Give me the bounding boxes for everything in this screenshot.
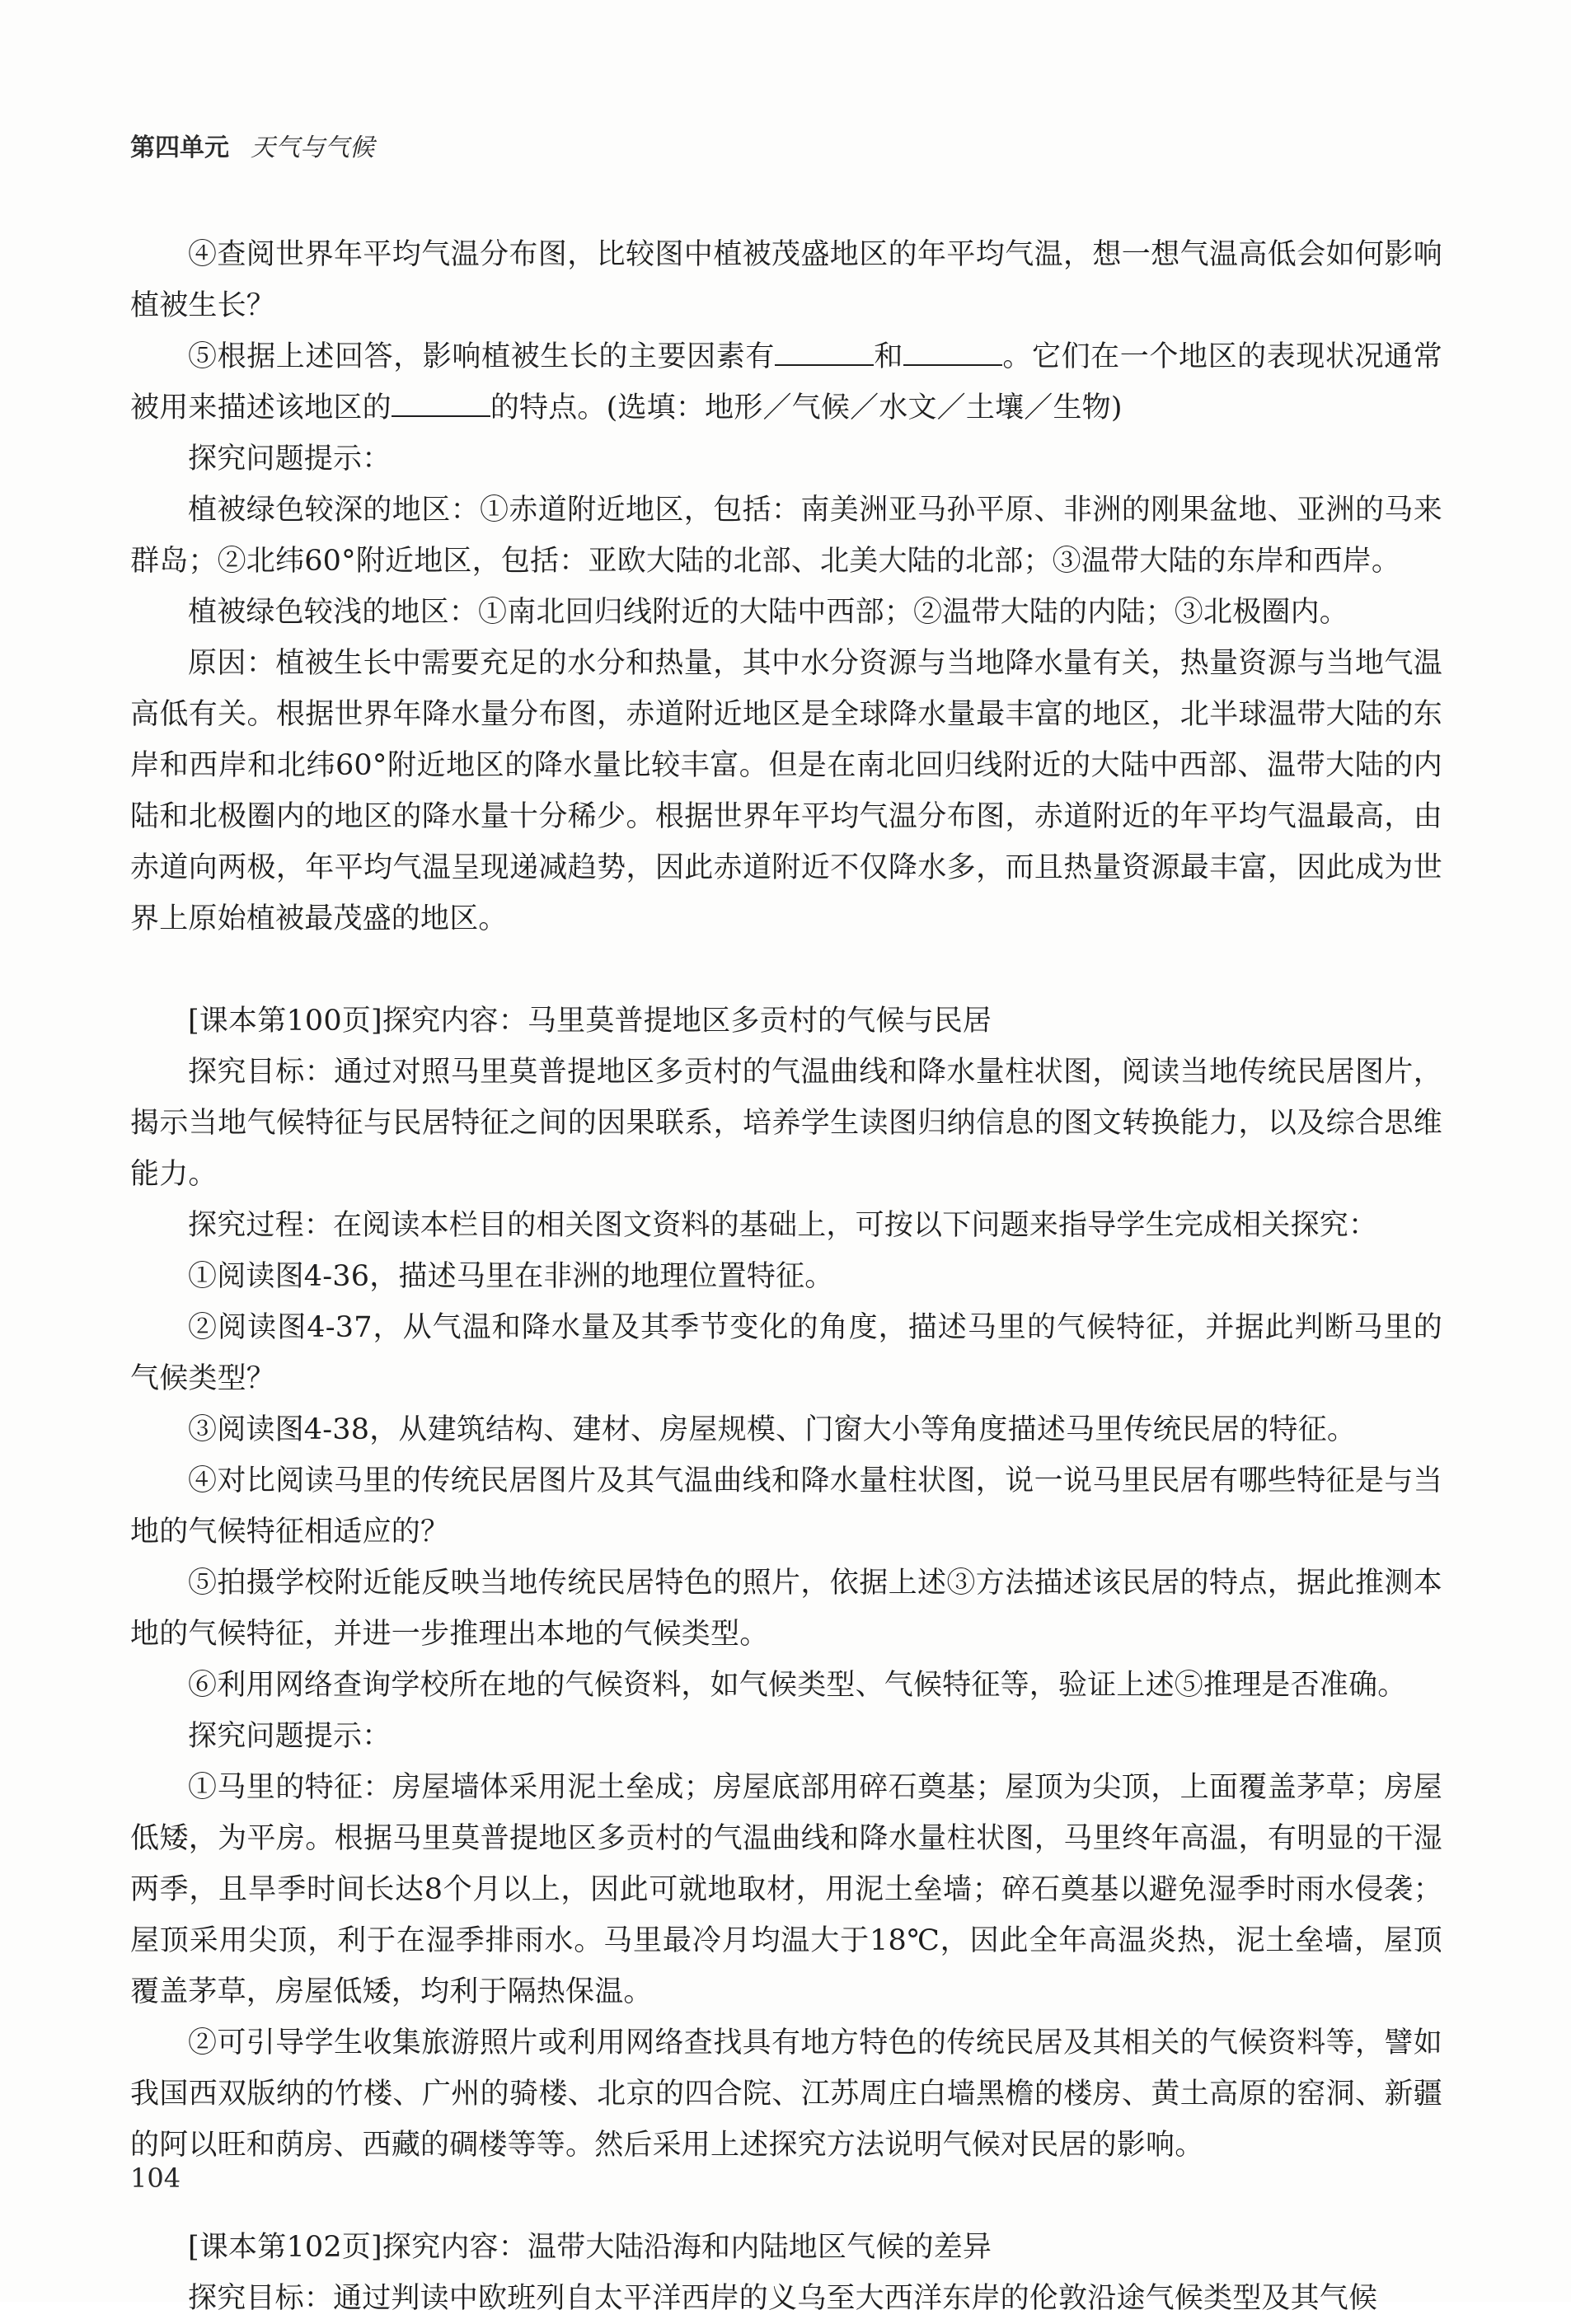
q5-text-3: 。它们在一个地区的表现状况通常被用来描述该地区的 [130,340,1442,424]
page-number: 104 [130,2162,181,2194]
section-title-p102: [课本第102页]探究内容：温带大陆沿海和内陆地区气候的差异 [188,2231,992,2264]
goal-p100: 探究目标：通过对照马里莫普提地区多贡村的气温曲线和降水量柱状图，阅读当地传统民居图片，揭示当地气候特征与民居特征之间的因果联系，培养学生读图归纳信息的图文转换能力，以及综合思维能力。 [130,1056,1442,1191]
q5-text-4: 的特点。(选填：地形／气候／水文／土壤／生物) [490,391,1123,424]
step-1: ①阅读图4-36，描述马里在非洲的地理位置特征。 [188,1260,834,1293]
answer-blank-3 [392,391,490,417]
q5-text-2: 和 [873,340,903,373]
hint-reason: 原因：植被生长中需要充足的水分和热量，其中水分资源与当地降水量有关，热量资源与当地气温高低有关。根据世界年降水量分布图，赤道附近地区是全球降水量最丰富的地区，北半球温带大陆的东岸和西岸和北纬60°附近地区的降水量比较丰富。但是在南北回归线附近的大陆中西部、温带大陆的内陆和北极圈内的地区的降水量十分稀少。根据世界年平均气温分布图，赤道附近的年平均气温最高，由赤道向两极，年平均气温呈现递减趋势，因此赤道附近不仅降水多，而且热量资源最丰富，因此成为世界上原始植被最茂盛的地区。 [130,647,1442,935]
question-4: ④查阅世界年平均气温分布图，比较图中植被茂盛地区的年平均气温，想一想气温高低会如何影响植被生长？ [130,238,1442,322]
page-body [130,229,1442,2324]
answer-blank-1 [775,340,874,366]
hint-dark-vegetation: 植被绿色较深的地区：①赤道附近地区，包括：南美洲亚马孙平原、非洲的刚果盆地、亚洲的马来群岛；②北纬60°附近地区，包括：亚欧大陆的北部、北美大陆的北部；③温带大陆的东岸和西岸。 [130,494,1442,578]
hint-1-p100: ①马里的特征：房屋墙体采用泥土垒成；房屋底部用碎石奠基；屋顶为尖顶，上面覆盖茅草；房屋低矮，为平房。根据马里莫普提地区多贡村的气温曲线和降水量柱状图，马里终年高温，有明显的干湿两季，且旱季时间长达8个月以上，因此可就地取材，用泥土垒墙；碎石奠基以避免湿季时雨水侵袭；屋顶采用尖顶，利于在湿季排雨水。马里最冷月均温大于18℃，因此全年高温炎热，泥土垒墙，屋顶覆盖茅草，房屋低矮，均利于隔热保温。 [130,1771,1442,2008]
step-5: ⑤拍摄学校附近能反映当地传统民居特色的照片，依据上述③方法描述该民居的特点，据此推测本地的气候特征，并进一步推理出本地的气候类型。 [130,1567,1442,1651]
section-gap [130,944,1442,996]
step-2: ②阅读图4-37，从气温和降水量及其季节变化的角度，描述马里的气候特征，并据此判断马里的气候类型？ [130,1311,1442,1395]
section-gap [130,2171,1442,2222]
unit-label: 第四单元 [130,134,229,162]
question-5 [130,331,1442,433]
unit-topic: 天气与气候 [251,134,374,162]
hint-heading-p100: 探究问题提示： [188,1720,392,1753]
hint-light-vegetation: 植被绿色较浅的地区：①南北回归线附近的大陆中西部；②温带大陆的内陆；③北极圈内。 [188,596,1349,629]
process-p100: 探究过程：在阅读本栏目的相关图文资料的基础上，可按以下问题来指导学生完成相关探究： [188,1209,1378,1242]
answer-blank-2 [903,340,1002,366]
section-title-p100: [课本第100页]探究内容：马里莫普提地区多贡村的气候与民居 [188,1005,992,1038]
q5-text-1: ⑤根据上述回答，影响植被生长的主要因素有 [188,340,775,373]
step-4: ④对比阅读马里的传统民居图片及其气温曲线和降水量柱状图，说一说马里民居有哪些特征是与当地的气候特征相适应的？ [130,1464,1442,1549]
goal-p102: 探究目标：通过判读中欧班列自太平洋西岸的义乌至大西洋东岸的伦敦沿途气候类型及其气候 [188,2282,1378,2315]
hint-2-p100: ②可引导学生收集旅游照片或利用网络查找具有地方特色的传统民居及其相关的气候资料等，譬如我国西双版纳的竹楼、广州的骑楼、北京的四合院、江苏周庄白墙黑檐的楼房、黄土高原的窑洞、新疆的阿以旺和荫房、西藏的碉楼等等。然后采用上述探究方法说明气候对民居的影响。 [130,2026,1442,2162]
step-6: ⑥利用网络查询学校所在地的气候资料，如气候类型、气候特征等，验证上述⑤推理是否准确。 [188,1669,1407,1702]
running-header [130,132,374,165]
step-3: ③阅读图4-38，从建筑结构、建材、房屋规模、门窗大小等角度描述马里传统民居的特征。 [188,1413,1357,1446]
hint-heading: 探究问题提示： [188,443,392,476]
